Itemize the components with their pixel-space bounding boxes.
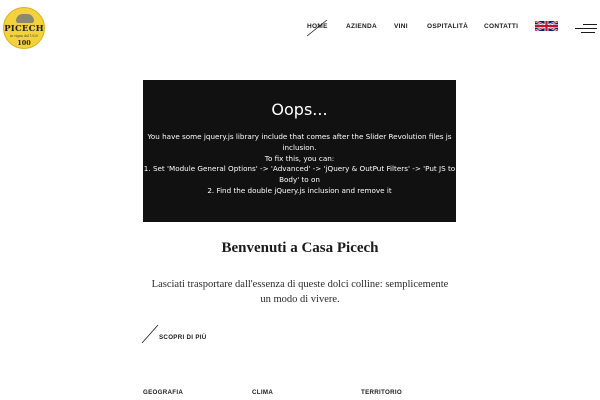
error-line: 1. Set 'Module General Options' -> 'Advanced' -> 'jQuery & OutPut Filters' -> 'Put JS to [143, 164, 456, 174]
nav-item-ospitalita[interactable]: OSPITALITÀ [427, 23, 469, 30]
hamburger-menu-icon[interactable] [575, 23, 597, 35]
cta-slash-icon [141, 324, 159, 344]
welcome-title: Benvenuti a Casa Picech [221, 240, 379, 256]
uk-flag-icon[interactable] [535, 21, 558, 31]
error-line: To fix this, you can: [264, 153, 335, 163]
error-line: Body' to on [279, 175, 320, 185]
logo-number: 100 [17, 39, 31, 47]
nav-item-home[interactable]: HOME [307, 23, 328, 30]
section-heading-territorio: TERRITORIO [361, 389, 403, 396]
nav-item-azienda[interactable]: AZIENDA [346, 23, 377, 30]
error-title: Oops... [271, 100, 328, 119]
error-line: You have some jquery.js library include that comes after the Slider Revolution files js [147, 132, 452, 141]
logo-crest-icon [16, 14, 34, 23]
error-line: 2. Find the double jQuery.js inclusion and remove it [207, 185, 392, 195]
nav-item-vini[interactable]: VINI [394, 23, 408, 30]
slider-error-box [143, 80, 456, 222]
scopri-di-piu-link[interactable]: SCOPRI DI PIÙ [159, 334, 207, 341]
logo-name: PICECH [4, 24, 44, 34]
main-nav [0, 23, 600, 33]
welcome-text: Lasciati trasportare dall'essenza di queste dolci colline: semplicemente un modo di vivere. [151, 279, 449, 305]
section-heading-clima: CLIMA [252, 389, 274, 396]
section-heading-geografia: GEOGRAFIA [143, 389, 184, 396]
error-line: inclusion. [282, 142, 317, 152]
error-message [143, 132, 456, 197]
nav-item-contatti[interactable]: CONTATTI [484, 23, 519, 30]
logo-subtitle: in vigna dal 1920 [10, 34, 38, 38]
